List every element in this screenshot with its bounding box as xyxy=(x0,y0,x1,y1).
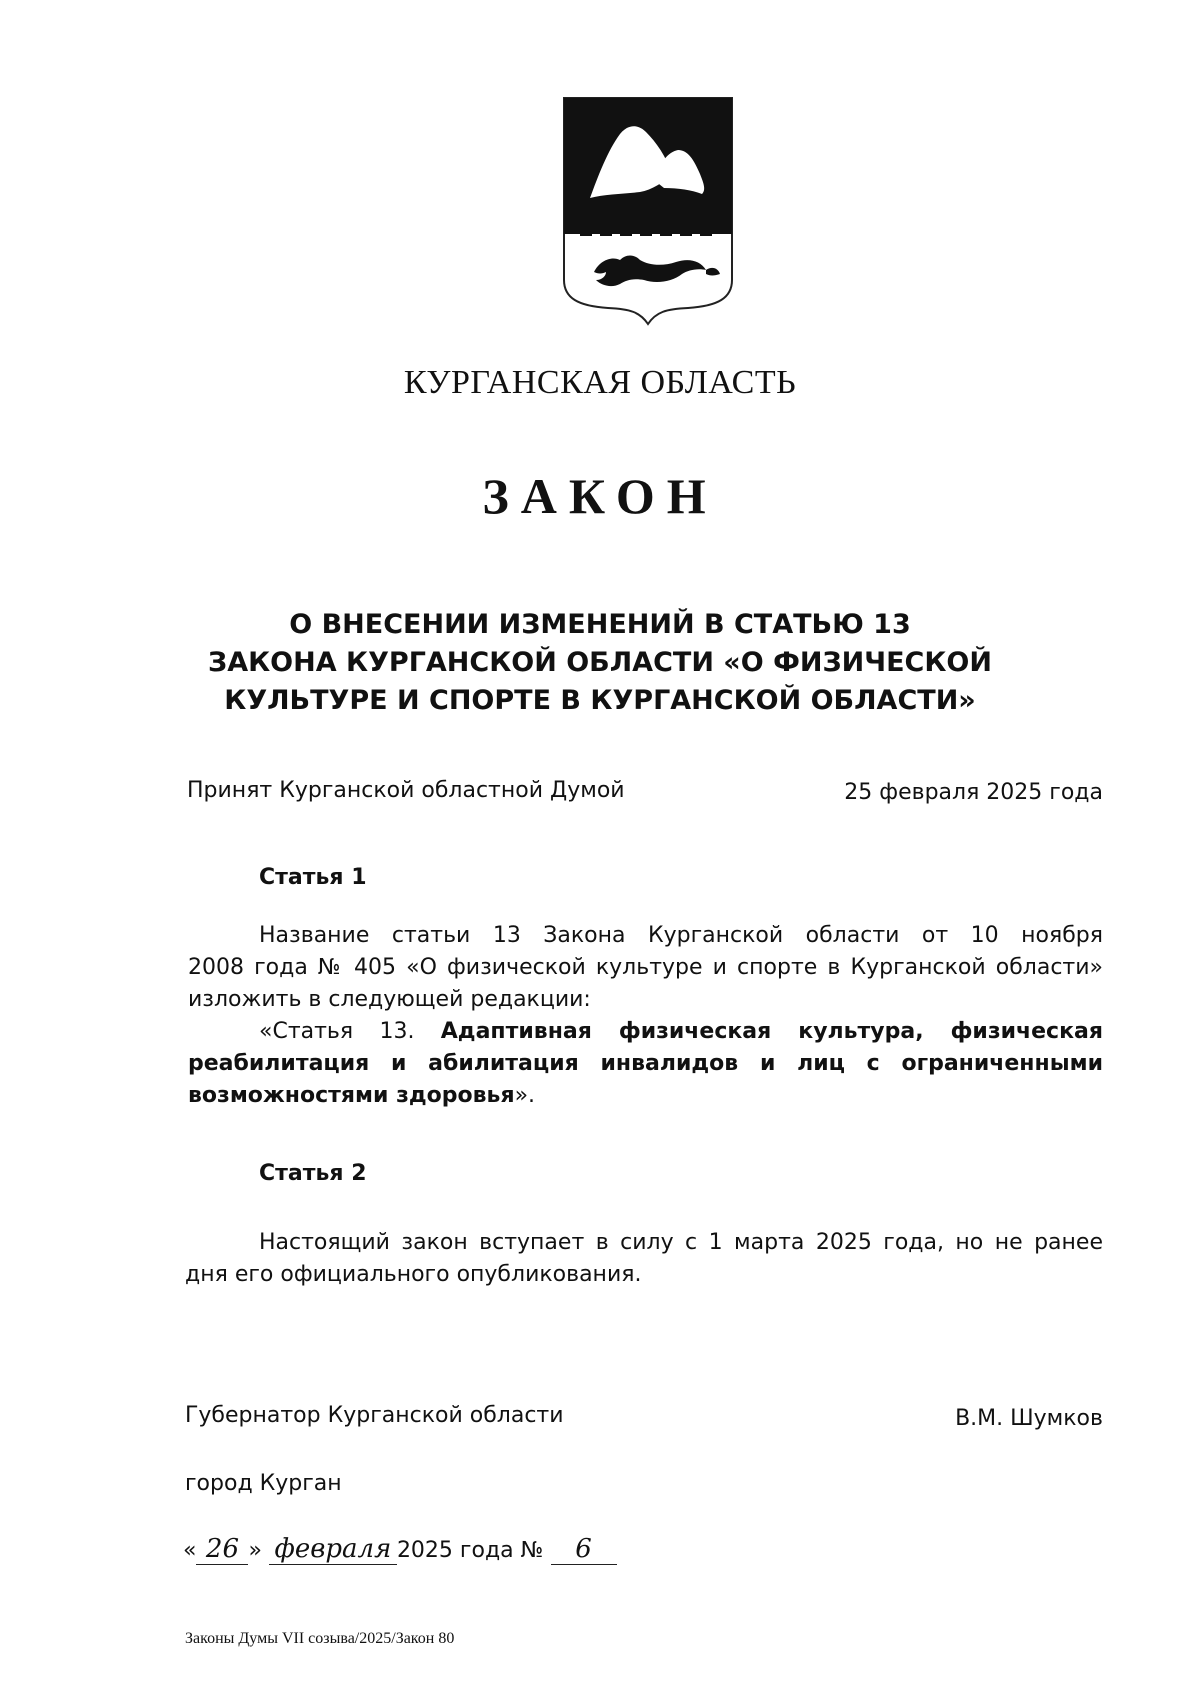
law-title xyxy=(0,606,1200,720)
article-1-line: Название статьи 13 Закона Курганской области от 10 ноября xyxy=(259,923,1103,948)
adoption-date: 25 февраля 2025 года xyxy=(844,780,1103,805)
city-name: город Курган xyxy=(185,1471,342,1496)
signatory-name: В.М. Шумков xyxy=(955,1406,1103,1431)
issue-month: февраля xyxy=(269,1534,397,1565)
law-title-line: ЗАКОНА КУРГАНСКОЙ ОБЛАСТИ «О ФИЗИЧЕСКОЙ xyxy=(208,647,992,678)
article-2-line: дня его официального опубликования. xyxy=(185,1262,642,1287)
signatory-position: Губернатор Курганской области xyxy=(185,1403,564,1428)
quote-text: Адаптивная физическая культура, физическая xyxy=(440,1019,1103,1044)
article-1-quote-line xyxy=(188,1080,1103,1112)
article-1-line: изложить в следующей редакции: xyxy=(188,987,591,1012)
article-1-body xyxy=(188,920,1103,1112)
article-2-heading: Статья 2 xyxy=(259,1161,367,1186)
footer-reference: Законы Думы VII созыва/2025/Закон 80 xyxy=(185,1630,455,1647)
article-2-body xyxy=(185,1227,1103,1291)
close-quote: » xyxy=(248,1538,262,1563)
law-title-line: О ВНЕСЕНИИ ИЗМЕНЕНИЙ В СТАТЬЮ 13 xyxy=(289,609,911,640)
region-name: КУРГАНСКАЯ ОБЛАСТЬ xyxy=(403,364,797,401)
law-title-line: КУЛЬТУРЕ И СПОРТЕ В КУРГАНСКОЙ ОБЛАСТИ» xyxy=(224,685,976,716)
article-1-heading: Статья 1 xyxy=(259,865,367,890)
article-1-line: 2008 года № 405 «О физической культуре и спорте в Курганской области» xyxy=(188,955,1103,980)
issue-day: 26 xyxy=(196,1534,248,1565)
article-1-quote-line: реабилитация и абилитация инвалидов и лиц с ограниченными xyxy=(188,1051,1103,1076)
issue-number: 6 xyxy=(551,1534,617,1565)
quote-suffix: ». xyxy=(514,1083,536,1108)
quote-prefix: «Статья 13. xyxy=(259,1019,415,1044)
issue-year-label: 2025 года № xyxy=(396,1538,544,1563)
coat-of-arms-emblem xyxy=(560,94,736,326)
adoption-label: Принят Курганской областной Думой xyxy=(187,778,625,803)
open-quote: « xyxy=(183,1538,197,1563)
document-type-title: ЗАКОН xyxy=(482,468,718,524)
article-2-line: Настоящий закон вступает в силу с 1 марта 2025 года, но не ранее xyxy=(259,1230,1103,1255)
quote-text: возможностями здоровья xyxy=(188,1083,515,1108)
article-1-quote-line xyxy=(188,1016,1103,1048)
issue-line xyxy=(183,1534,617,1567)
